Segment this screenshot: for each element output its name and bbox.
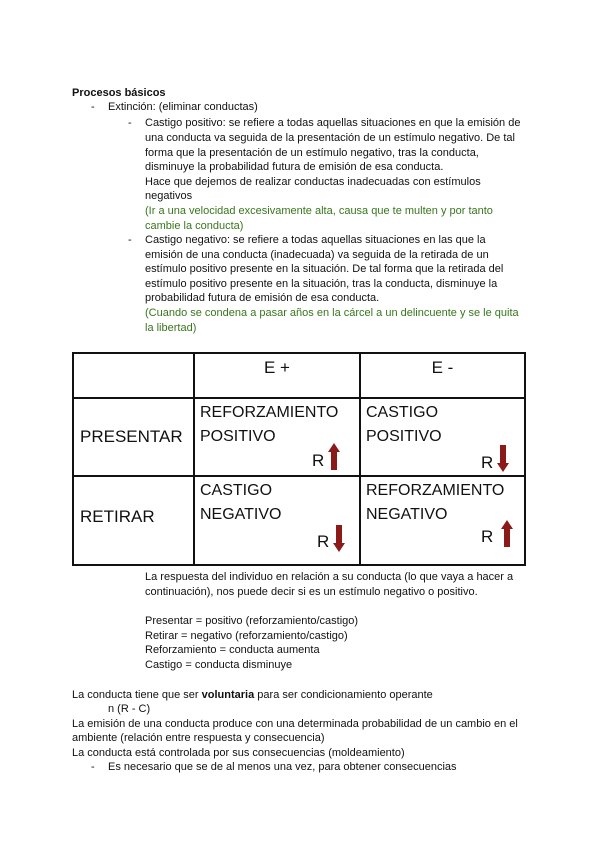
definition-line: Retirar = negativo (reforzamiento/castigo) [145, 630, 348, 642]
cell-line2: POSITIVO [366, 428, 442, 445]
last-bullet: Es necesario que se de al menos una vez, para obtener consecuencias [108, 761, 457, 773]
header-e-plus: E + [194, 353, 360, 398]
cell-reforzamiento-negativo [360, 476, 525, 565]
bullet-dash: - [128, 234, 132, 246]
cell-castigo-positivo [360, 398, 525, 476]
response-note-line: continuación), nos puede decir si es un estímulo negativo o positivo. [145, 586, 478, 598]
table-corner-cell [73, 353, 194, 398]
section-heading: Procesos básicos [72, 87, 166, 99]
castigo-negativo-example: la libertad) [145, 322, 197, 334]
cell-line1: CASTIGO [366, 404, 439, 421]
arrow-up-icon [328, 443, 340, 470]
castigo-negativo-line: probabilidad futura de emisión de esa conducta. [145, 292, 380, 304]
castigo-positivo-line: negativos [145, 190, 193, 202]
r-symbol: R [481, 527, 494, 546]
bullet-dash: - [128, 117, 132, 129]
castigo-positivo-line: una conducta va seguida de la presentación de un estímulo negativo. De tal [145, 132, 515, 144]
header-e-minus: E - [360, 353, 525, 398]
response-note-line: La respuesta del individuo en relación a su conducta (lo que vaya a hacer a [145, 571, 514, 583]
extincion-item: Extinción: (eliminar conductas) [108, 101, 258, 113]
r-symbol: R [481, 453, 494, 472]
castigo-positivo-line: Castigo positivo: se refiere a todas aquellas situaciones en que la emisión de [145, 117, 521, 129]
arrow-down-icon [333, 525, 345, 552]
r-symbol: R [317, 532, 330, 551]
cell-castigo-negativo [194, 476, 360, 565]
formula: n (R - C) [108, 703, 151, 715]
castigo-positivo-line: Hace que dejemos de realizar conductas inadecuadas con estímulos [145, 176, 481, 188]
closing-line: ambiente (relación entre respuesta y consecuencia) [72, 732, 325, 744]
arrow-down-icon [497, 445, 509, 472]
bullet-dash: - [91, 761, 95, 773]
cell-line1: REFORZAMIENTO [200, 404, 339, 421]
closing-line: La conducta está controlada por sus consecuencias (moldeamiento) [72, 747, 405, 759]
castigo-negativo-line: estímulo positivo presente en la situación, tras la conducta, disminuye la [145, 278, 498, 290]
definition-line: Reforzamiento = conducta aumenta [145, 644, 320, 656]
cell-line2: NEGATIVO [366, 506, 448, 523]
definition-line: Presentar = positivo (reforzamiento/castigo) [145, 615, 359, 627]
bullet-dash: - [91, 101, 95, 113]
voluntaria-line: La conducta tiene que ser voluntaria para ser condicionamiento operante [72, 689, 433, 701]
cell-line2: POSITIVO [200, 428, 276, 445]
castigo-positivo-example: cambie la conducta) [145, 220, 244, 232]
r-symbol: R [312, 451, 325, 470]
definition-line: Castigo = conducta disminuye [145, 659, 293, 671]
cell-line1: CASTIGO [200, 482, 273, 499]
cell-reforzamiento-positivo [194, 398, 360, 476]
castigo-negativo-line: estímulo positivo presente en la situación. De tal forma que la retirada del [145, 263, 504, 275]
arrow-up-icon [501, 520, 513, 547]
closing-line: La emisión de una conducta produce con una determinada probabilidad de un cambio en el [72, 718, 518, 730]
castigo-positivo-example: (Ir a una velocidad excesivamente alta, causa que te multen y por tanto [145, 205, 493, 217]
row-label-presentar: PRESENTAR [73, 398, 194, 476]
reinforcement-table [72, 352, 526, 566]
castigo-positivo-line: disminuye la probabilidad futura de emisión de esa conducta. [145, 161, 444, 173]
castigo-negativo-line: emisión de una conducta (inadecuada) va seguida de la retirada de un [145, 249, 489, 261]
cell-line1: REFORZAMIENTO [366, 482, 505, 499]
voluntaria-bold: voluntaria [201, 689, 255, 701]
row-label-retirar: RETIRAR [73, 476, 194, 565]
cell-line2: NEGATIVO [200, 506, 282, 523]
castigo-negativo-line: Castigo negativo: se refiere a todas aquellas situaciones en las que la [145, 234, 486, 246]
castigo-positivo-line: forma que la presentación de un estímulo negativo, tras la conducta, [145, 147, 479, 159]
castigo-negativo-example: (Cuando se condena a pasar años en la cárcel a un delincuente y se le quita [145, 307, 519, 319]
